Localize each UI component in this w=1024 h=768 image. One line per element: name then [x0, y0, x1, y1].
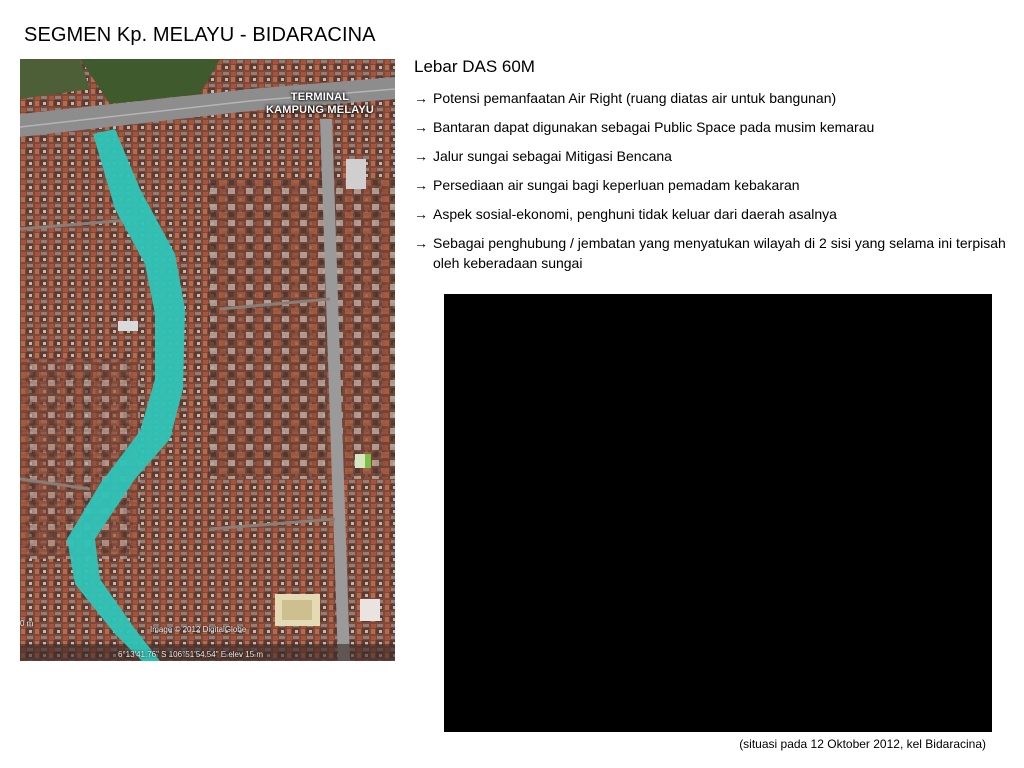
photo-placeholder	[444, 294, 992, 732]
aerial-map-image	[20, 59, 395, 661]
arrow-icon: →	[414, 235, 428, 251]
aerial-map	[20, 59, 395, 661]
arrow-icon: →	[414, 119, 428, 135]
arrow-icon: →	[414, 90, 428, 106]
bullet-text: Jalur sungai sebagai Mitigasi Bencana	[433, 148, 672, 164]
bullet-text: Aspek sosial-ekonomi, penghuni tidak keluar dari daerah asalnya	[433, 206, 837, 222]
bullet-text: Bantaran dapat digunakan sebagai Public Space pada musim kemarau	[433, 119, 875, 135]
slide-title: SEGMEN Kp. MELAYU - BIDARACINA	[24, 24, 376, 46]
bullet-item	[414, 234, 1022, 273]
bullet-text: Persediaan air sungai bagi keperluan pemadam kebakaran	[433, 177, 800, 193]
bullet-item	[414, 89, 1022, 109]
map-copyright: Image © 2012 DigitalGlobe	[150, 625, 247, 634]
photo-caption: (situasi pada 12 Oktober 2012, kel Bidaracina)	[739, 737, 986, 751]
map-scale: 0 m	[20, 619, 34, 628]
bullet-item	[414, 118, 1022, 138]
bullet-text: Sebagai penghubung / jembatan yang menyatukan wilayah di 2 sisi yang selama ini terpisah oleh keberadaan sungai	[433, 235, 1006, 271]
arrow-icon: →	[414, 148, 428, 164]
terminal-label: TERMINAL KAMPUNG MELAYU	[265, 91, 375, 116]
map-coordinates: 6°13'41.76" S 106°51'54.54" E elev 15 m	[118, 650, 264, 659]
arrow-icon: →	[414, 206, 428, 222]
arrow-icon: →	[414, 177, 428, 193]
bullet-text: Potensi pemanfaatan Air Right (ruang diatas air untuk bangunan)	[433, 90, 837, 106]
bullet-item	[414, 205, 1022, 225]
bullet-item	[414, 176, 1022, 196]
bullet-item	[414, 147, 1022, 167]
subheading: Lebar DAS 60M	[414, 57, 535, 76]
bullet-list	[414, 89, 1022, 283]
